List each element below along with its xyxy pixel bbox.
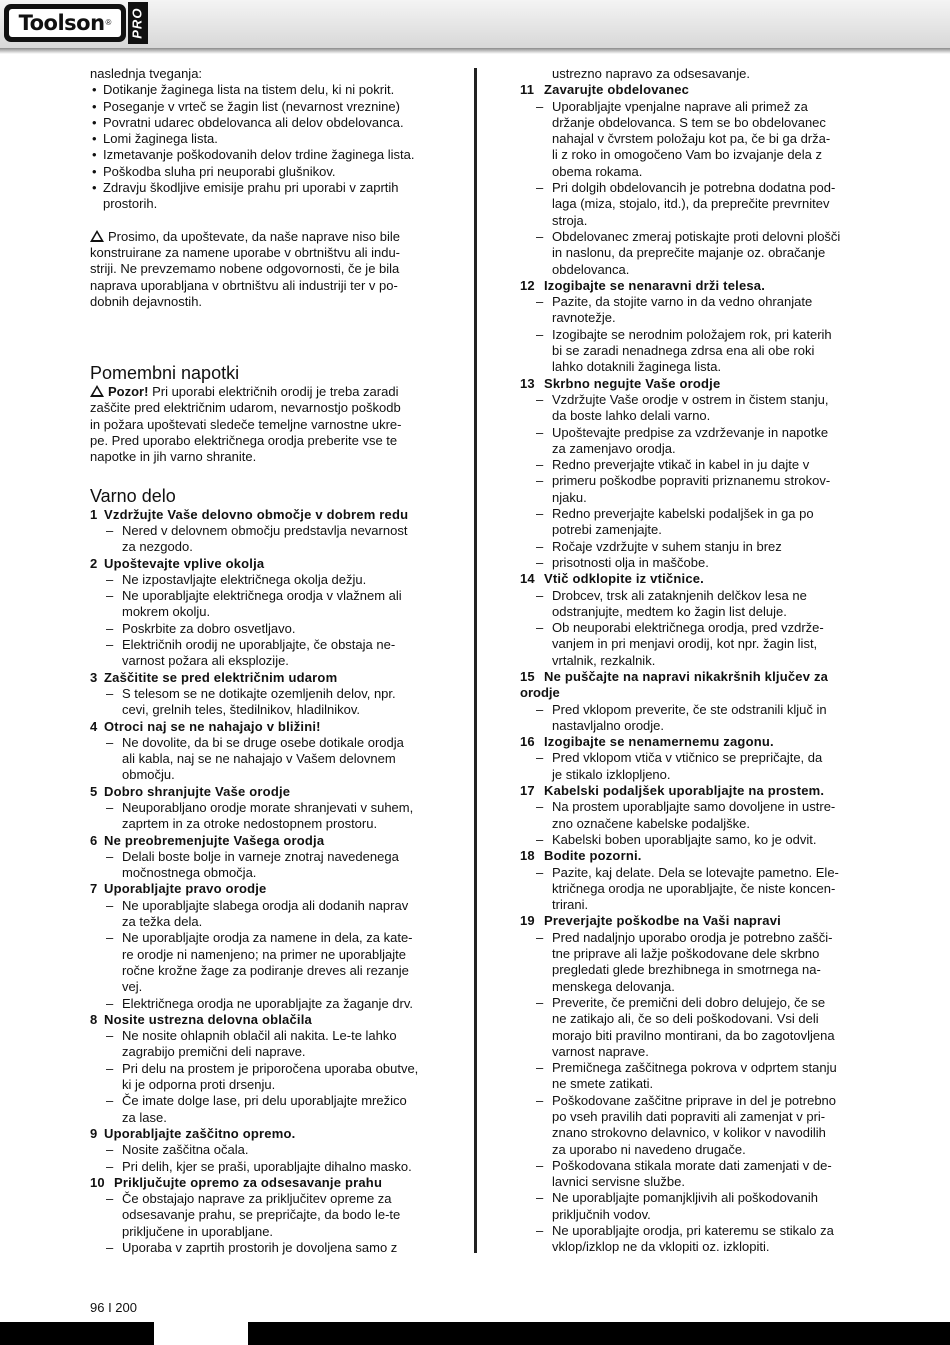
dash-marker: – xyxy=(536,228,544,244)
list-item-text: Ročaje vzdržujte v suhem stanju in brez xyxy=(552,538,782,554)
list-item-text: Ne uporabljajte električnega orodja v vlažnem ali xyxy=(122,588,402,604)
list-item-cont: obema rokama. xyxy=(552,163,643,179)
section-number: 4 xyxy=(90,718,98,734)
pozor-paragraph xyxy=(90,400,430,465)
dash-marker: – xyxy=(536,799,544,815)
list-item xyxy=(520,1190,860,1206)
list-item-text: Drobcev, trsk ali zataknjenih delčkov lesa ne xyxy=(552,587,807,603)
list-item-cont: držanje obdelovanca. S tem se bo obdelovanec xyxy=(552,114,826,130)
section-number: 3 xyxy=(90,669,98,685)
list-item-text: Kabelski boben uporabljajte samo, ko je odvit. xyxy=(552,831,817,847)
list-item xyxy=(520,327,860,343)
bullet-item: prostorih. xyxy=(103,196,158,212)
dash-marker: – xyxy=(536,750,544,766)
section-title: Dobro shranjujte Vaše orodje xyxy=(104,783,291,799)
list-item-text: Uporabljajte vpenjalne naprave ali primež za xyxy=(552,98,808,114)
section-heading xyxy=(520,848,860,864)
list-item xyxy=(520,1093,860,1109)
dash-marker: – xyxy=(536,391,544,407)
section-heading xyxy=(90,507,430,523)
dash-marker: – xyxy=(536,1223,544,1239)
list-item-cont: ročne krožne žage za podiranje dreves ali rezanje xyxy=(122,962,409,978)
list-item xyxy=(520,425,860,441)
list-item xyxy=(520,229,860,245)
dash-marker: – xyxy=(106,1240,114,1255)
bullet-item: • Poškodba sluha pri neuporabi glušnikov. xyxy=(90,164,430,180)
list-item-text: primeru poškodbe popraviti priznanemu strokov- xyxy=(552,473,831,489)
list-item xyxy=(520,995,860,1011)
list-item-text: Ne izpostavljajte električnega okolja dežju. xyxy=(122,571,367,587)
left-column xyxy=(90,66,430,1256)
list-item-text: Pri delih, kjer se praši, uporabljajte dihalno masko. xyxy=(122,1158,412,1174)
list-item-cont: za lase. xyxy=(122,1109,167,1125)
brand-name: Toolson xyxy=(18,10,105,35)
dash-marker: – xyxy=(106,799,114,815)
list-item-cont: menskega delovanja. xyxy=(552,978,675,994)
section-title: Otroci naj se ne nahajajo v bližini! xyxy=(104,718,321,734)
pro-badge xyxy=(128,2,148,44)
dash-marker: – xyxy=(106,685,114,701)
list-item-cont: ravnotežje. xyxy=(552,310,616,326)
dash-marker: – xyxy=(536,1157,544,1173)
list-item-text: Ne dovolite, da bi se druge osebe dotikale orodja xyxy=(122,734,404,750)
list-item xyxy=(90,996,430,1012)
pozor-line: napotke in jih varno shranite. xyxy=(90,449,257,465)
section-number: 11 xyxy=(520,82,535,98)
list-item-cont: za zamenjavo orodja. xyxy=(552,440,676,456)
page-header xyxy=(0,0,950,48)
list-item xyxy=(90,735,430,751)
section-number: 7 xyxy=(90,881,98,897)
list-item-cont: ne smete zatikati. xyxy=(552,1076,654,1092)
section-title: Uporabljajte zaščitno opremo. xyxy=(104,1125,296,1141)
list-item-cont: mokrem okolju. xyxy=(122,604,211,620)
list-item-cont: za težka dela. xyxy=(122,914,203,930)
section-heading xyxy=(520,278,860,294)
section-title: Skrbno negujte Vaše orodje xyxy=(544,375,721,391)
list-item-cont: varnost naprave. xyxy=(552,1043,649,1059)
pozor-label: Pozor! xyxy=(108,384,149,400)
section-title: Priključujte opremo za odsesavanje prahu xyxy=(114,1174,383,1190)
bullet-item: • Poseganje v vrteč se žagin list (nevarnost vreznine) xyxy=(90,99,430,115)
registered-mark: ® xyxy=(105,17,112,27)
list-item-cont: laga (miza, stojalo, itd.), da preprečite prevrnitev xyxy=(552,196,830,212)
dash-marker: – xyxy=(106,1060,114,1076)
section-title: Izogibajte se nenaravni drži telesa. xyxy=(544,277,766,293)
list-item-text: Poškodovane zaščitne priprave in del je potrebno xyxy=(552,1092,837,1108)
list-item-text: Pred vklopom preverite, če ste odstranili ključ in xyxy=(552,701,827,717)
dash-marker: – xyxy=(536,98,544,114)
section-number: 14 xyxy=(520,571,535,587)
list-item xyxy=(90,1061,430,1077)
section-heading xyxy=(520,913,860,929)
list-item-cont: li z roko in omogočeno Vam bo izvajanje dela z xyxy=(552,147,823,163)
bullet-item: • Zdravju škodljive emisije prahu pri uporabi v zaprtih xyxy=(90,180,430,196)
list-item-text: Ne uporabljajte pomanjkljivih ali poškodovanih xyxy=(552,1190,818,1206)
toolson-logo xyxy=(4,4,126,42)
list-item-text: Pred vklopom vtiča v vtičnico se prepričajte, da xyxy=(552,750,823,766)
list-item-cont: varnost požara ali eksplozije. xyxy=(122,653,289,669)
section-title: Ne puščajte na napravi nikakršnih ključev za xyxy=(544,668,829,684)
dash-marker: – xyxy=(106,848,114,864)
dash-marker: – xyxy=(536,587,544,603)
dash-marker: – xyxy=(106,620,114,636)
dash-marker: – xyxy=(536,554,544,570)
list-item-cont: da boste lahko delali varno. xyxy=(552,408,711,424)
list-item-text: Vzdržujte Vaše orodje v ostrem in čistem stanju, xyxy=(552,391,829,407)
list-item-text: Nosite zaščitna očala. xyxy=(122,1142,249,1158)
section-title: Upoštevajte vplive okolja xyxy=(104,555,265,571)
list-item-cont: stroja. xyxy=(552,212,588,228)
list-item-cont: ki je odporna proti drsenju. xyxy=(122,1077,276,1093)
notice-line: naprava uporabljana v obrtništvu ali industriji ter v po- xyxy=(90,277,398,293)
column-divider xyxy=(474,68,477,1253)
list-item xyxy=(520,457,860,473)
section-heading xyxy=(90,1126,430,1142)
page-number: 96 I 200 xyxy=(90,1300,137,1315)
list-item-cont: vrtalnik, rezkalnik. xyxy=(552,652,656,668)
list-item xyxy=(520,180,860,196)
list-item xyxy=(520,930,860,946)
dash-marker: – xyxy=(536,538,544,554)
bullet-item: • Izmetavanje poškodovanih delov trdine žaginega lista. xyxy=(90,147,430,163)
dash-marker: – xyxy=(106,897,114,913)
list-item-text: Električnega orodja ne uporabljajte za žaganje drv. xyxy=(122,995,413,1011)
list-item-cont: ktričnega orodja ne uporabljajte, če niste koncen- xyxy=(552,880,836,896)
section-number: 19 xyxy=(520,913,535,929)
section-number: 12 xyxy=(520,277,535,293)
list-item-cont: njaku. xyxy=(552,489,587,505)
section-title: Bodite pozorni. xyxy=(544,848,642,864)
dash-marker: – xyxy=(536,1190,544,1206)
dash-marker: – xyxy=(536,929,544,945)
list-item-cont: morajo biti pravilno montirani, da bo zagotovljena xyxy=(552,1027,835,1043)
section-number: 17 xyxy=(520,783,535,799)
list-item-cont: znano strokovno delavnico, v kolikor v navodilih xyxy=(552,1125,826,1141)
list-item xyxy=(520,506,860,522)
list-item-cont: ne zatikajo ali, če so deli poškodovani. Vsi deli xyxy=(552,1011,819,1027)
notice-line: dobnih dejavnostih. xyxy=(90,293,203,309)
list-item-text: Pazite, kaj delate. Dela se lotevajte pametno. Ele- xyxy=(552,864,839,880)
list-item xyxy=(520,1158,860,1174)
section-heading xyxy=(520,82,860,98)
list-item xyxy=(90,523,430,539)
pro-label: PRO xyxy=(129,7,145,39)
dash-marker: – xyxy=(106,734,114,750)
list-item-cont: priključene in uporabljane. xyxy=(122,1223,274,1239)
notice-line: striji. Ne prevzemamo nobene odgovornosti, če je bila xyxy=(90,261,400,277)
footer-bar-left xyxy=(0,1322,154,1345)
warning-icon xyxy=(90,230,104,242)
dash-marker: – xyxy=(536,180,544,196)
list-item xyxy=(90,800,430,816)
list-item xyxy=(520,539,860,555)
list-item xyxy=(90,572,430,588)
list-item-text: Ne uporabljajte slabega orodja ali dodanih naprav xyxy=(122,897,409,913)
dash-marker: – xyxy=(106,1191,114,1207)
list-item xyxy=(520,294,860,310)
dash-marker: – xyxy=(536,326,544,342)
section-heading-cont: orodje xyxy=(520,685,560,701)
section-number: 13 xyxy=(520,375,535,391)
list-item xyxy=(90,930,430,946)
dash-marker: – xyxy=(536,831,544,847)
section-heading xyxy=(520,571,860,587)
list-item-text: Na prostem uporabljajte samo dovoljene in ustre- xyxy=(552,799,836,815)
dash-marker: – xyxy=(536,864,544,880)
section-number: 9 xyxy=(90,1125,98,1141)
list-item xyxy=(90,1159,430,1175)
section-title-pomembni: Pomembni napotki xyxy=(90,363,240,384)
bullet-item: • Dotikanje žaginega lista na tistem delu, ki ni pokrit. xyxy=(90,82,430,98)
dash-marker: – xyxy=(106,1158,114,1174)
section-number: 2 xyxy=(90,555,98,571)
list-item-text: Neuporabljano orodje morate shranjevati v suhem, xyxy=(122,799,414,815)
list-item-cont: nahajal v čvrstem položaju kot pa, če bi ga drža- xyxy=(552,131,831,147)
section-title: Zaščitite se pred električnim udarom xyxy=(104,669,338,685)
section-number: 8 xyxy=(90,1011,98,1027)
section-heading xyxy=(520,734,860,750)
list-item xyxy=(90,588,430,604)
dash-marker: – xyxy=(106,522,114,538)
section-title: Preverjajte poškodbe na Vaši napravi xyxy=(544,913,781,929)
list-item-cont: bi se zaradi nenadnega zdrsa ena ali obe roki xyxy=(552,343,815,359)
section-title: Vtič odklopite iz vtičnice. xyxy=(544,571,704,587)
list-item xyxy=(520,1223,860,1239)
list-item-text: Redno preverjajte kabelski podaljšek in ga po xyxy=(552,506,814,522)
list-item-text: Če obstajajo naprave za priključitev opreme za xyxy=(122,1191,392,1207)
section-number: 1 xyxy=(90,506,98,522)
list-item xyxy=(90,621,430,637)
section-heading xyxy=(90,833,430,849)
section-number: 6 xyxy=(90,832,98,848)
list-item-cont: in naslonu, da preprečite majanje oz. obračanje xyxy=(552,245,826,261)
list-item-cont: je stikalo izklopljeno. xyxy=(552,766,671,782)
section-heading xyxy=(90,1175,430,1191)
risk-list xyxy=(90,82,430,212)
notice-line: konstruirane za namene uporabe v obrtništvu ali indu- xyxy=(90,244,401,260)
pozor-text: Pri uporabi električnih orodij je treba zaradi xyxy=(148,384,399,400)
list-item-cont: vklop/izklop ne da vklopiti oz. izklopiti. xyxy=(552,1239,770,1255)
section-heading xyxy=(90,881,430,897)
list-item xyxy=(90,1191,430,1207)
list-item-cont: re orodje ni namenjeno; na primer ne uporabljajte xyxy=(122,946,407,962)
section-heading xyxy=(520,376,860,392)
list-item-text: Ne uporabljajte orodja, pri kateremu se stikalo za xyxy=(552,1223,834,1239)
section-heading xyxy=(520,669,860,685)
list-item-text: prisotnosti olja in maščobe. xyxy=(552,554,709,570)
list-item xyxy=(90,686,430,702)
safety-list-right xyxy=(520,82,860,1255)
spacer xyxy=(90,310,430,362)
section-title: Vzdržujte Vaše delovno območje v dobrem redu xyxy=(104,506,409,522)
section-number: 18 xyxy=(520,848,535,864)
list-item-cont: zno označene kabelske podaljške. xyxy=(552,815,751,831)
section-number: 16 xyxy=(520,734,535,750)
list-item-cont: zagrabijo premični deli naprave. xyxy=(122,1044,306,1060)
warning-icon xyxy=(90,385,104,397)
dash-marker: – xyxy=(536,701,544,717)
list-item xyxy=(90,1093,430,1109)
list-item-cont: območju. xyxy=(122,767,175,783)
dash-marker: – xyxy=(536,1092,544,1108)
list-item xyxy=(90,1028,430,1044)
section-title: Uporabljajte pravo orodje xyxy=(104,881,267,897)
footer-bar-right xyxy=(248,1322,950,1345)
dash-marker: – xyxy=(536,473,544,489)
list-item-text: Delali boste bolje in varneje znotraj navedenega xyxy=(122,848,399,864)
pozor-line: pe. Pred uporabo električnega orodja preberite vse te xyxy=(90,433,398,449)
list-item xyxy=(90,1142,430,1158)
section-heading xyxy=(90,670,430,686)
list-item-text: Obdelovanec zmeraj potiskajte proti delovni plošči xyxy=(552,228,841,244)
list-item-cont: trirani. xyxy=(552,897,589,913)
list-item-cont: odstranjujte, medtem ko žagin list deluje. xyxy=(552,603,787,619)
dash-marker: – xyxy=(536,457,544,473)
list-item xyxy=(90,849,430,865)
list-item-cont: nastavljalno orodje. xyxy=(552,717,665,733)
list-item-text: S telesom se ne dotikajte ozemljenih delov, npr. xyxy=(122,685,396,701)
list-item-cont: potrebi zamenjajte. xyxy=(552,522,662,538)
list-item xyxy=(90,637,430,653)
section-number: 10 xyxy=(90,1174,105,1190)
dash-marker: – xyxy=(106,930,114,946)
list-item xyxy=(90,898,430,914)
dash-marker: – xyxy=(106,995,114,1011)
list-item-text: Upoštevajte predpise za vzdrževanje in napotke xyxy=(552,424,829,440)
dash-marker: – xyxy=(106,571,114,587)
section-title: Izogibajte se nenamernemu zagonu. xyxy=(544,734,774,750)
list-item-cont: tne priprave ali lažje poškodovane dele skrbno xyxy=(552,946,820,962)
list-item-text: Pred nadaljnjo uporabo orodja je potrebno zašči- xyxy=(552,929,833,945)
list-item-cont: lahko dotaknili žaginega lista. xyxy=(552,359,722,375)
list-item-text: Ne nosite ohlapnih oblačil ali nakita. Le-te lahko xyxy=(122,1028,397,1044)
list-item-cont: lavnici servisne službe. xyxy=(552,1174,685,1190)
section-title-varno: Varno delo xyxy=(90,485,176,506)
list-item xyxy=(520,473,860,489)
list-item-text: Električnih orodij ne uporabljajte, če obstaja ne- xyxy=(122,637,396,653)
section-title: Nosite ustrezna delovna oblačila xyxy=(104,1011,312,1027)
list-item-text: Ob neuporabi električnega orodja, pred vzdrže- xyxy=(552,620,824,636)
list-item-cont: priključnih vodov. xyxy=(552,1206,651,1222)
list-item xyxy=(520,588,860,604)
pozor-line: zaščite pred električnim udarom, nevarnostjo poškodb xyxy=(90,400,401,416)
list-item xyxy=(90,1240,430,1256)
list-item-text: Uporaba v zaprtih prostorih je dovoljena samo z xyxy=(122,1240,398,1255)
dash-marker: – xyxy=(106,588,114,604)
list-item-text: Redno preverjajte vtikač in kabel in ju dajte v xyxy=(552,457,810,473)
intro-text: naslednja tveganja: xyxy=(90,66,203,81)
spacer xyxy=(90,213,430,229)
notice-text: Prosimo, da upoštevate, da naše naprave niso bile xyxy=(108,228,400,244)
list-item-cont: odsesavanje prahu, se prepričajte, da bodo le-te xyxy=(122,1207,401,1223)
section-number: 5 xyxy=(90,783,98,799)
list-item xyxy=(520,702,860,718)
notice-paragraph xyxy=(90,229,430,310)
list-item xyxy=(520,865,860,881)
list-item-cont: vanjem in pri menjavi orodij, kot npr. žagin list, xyxy=(552,636,818,652)
pozor-line xyxy=(90,384,430,400)
list-item xyxy=(520,392,860,408)
right-column xyxy=(520,66,860,1256)
list-item-text: Pri delu na prostem je priporočena uporaba obutve, xyxy=(122,1060,419,1076)
notice-line xyxy=(90,229,430,245)
list-item xyxy=(520,799,860,815)
dash-marker: – xyxy=(536,424,544,440)
list-item xyxy=(520,620,860,636)
list-item-text: Preverite, če premični deli dobro delujejo, če se xyxy=(552,994,826,1010)
list-item xyxy=(520,832,860,848)
dash-marker: – xyxy=(536,1060,544,1076)
list-item-cont: ali kabla, naj se ne nahajajo v Vašem delovnem xyxy=(122,751,396,767)
list-item-text: Če imate dolge lase, pri delu uporabljajte mrežico xyxy=(122,1093,407,1109)
list-item-cont: za uporabo ni navedeno drugače. xyxy=(552,1141,746,1157)
list-item-text: Poškodovana stikala morate dati zamenjati v de- xyxy=(552,1157,832,1173)
header-shadow xyxy=(0,48,950,54)
section-title: Zavarujte obdelovanec xyxy=(544,82,690,98)
dash-marker: – xyxy=(106,1028,114,1044)
list-item xyxy=(520,99,860,115)
section-heading xyxy=(90,784,430,800)
list-item-cont: po vseh pravilih dati popraviti ali zamenjat v pri- xyxy=(552,1109,826,1124)
list-item xyxy=(520,1060,860,1076)
section-heading xyxy=(90,719,430,735)
continued-line: ustrezno napravo za odsesavanje. xyxy=(552,66,751,81)
dash-marker: – xyxy=(106,637,114,653)
section-heading xyxy=(520,783,860,799)
spacer xyxy=(90,466,430,485)
dash-marker: – xyxy=(536,506,544,522)
section-heading xyxy=(90,1012,430,1028)
dash-marker: – xyxy=(536,294,544,310)
list-item-text: Ne uporabljajte orodja za namene in dela, za kate- xyxy=(122,930,413,946)
safety-list-left xyxy=(90,507,430,1257)
section-title: Ne preobremenjujte Vašega orodja xyxy=(104,832,325,848)
list-item-cont: za nezgodo. xyxy=(122,539,193,555)
dash-marker: – xyxy=(106,1142,114,1158)
list-item-text: Pazite, da stojite varno in da vedno ohranjate xyxy=(552,294,813,310)
dash-marker: – xyxy=(536,994,544,1010)
section-title: Kabelski podaljšek uporabljajte na prostem. xyxy=(544,783,825,799)
section-number: 15 xyxy=(520,668,535,684)
list-item-cont: vej. xyxy=(122,979,143,995)
section-heading xyxy=(90,556,430,572)
list-item xyxy=(520,750,860,766)
list-item-text: Pri dolgih obdelovancih je potrebna dodatna pod- xyxy=(552,180,836,196)
list-item-cont: obdelovanca. xyxy=(552,261,630,277)
list-item-cont: močnostnega območja. xyxy=(122,865,257,881)
bullet-item: • Povratni udarec obdelovanca ali delov obdelovanca. xyxy=(90,115,430,131)
list-item-text: Poskrbite za dobro osvetljavo. xyxy=(122,620,296,636)
list-item-cont: cevi, grelnih teles, štedilnikov, hladilnikov. xyxy=(122,702,360,718)
dash-marker: – xyxy=(536,620,544,636)
list-item-text: Nered v delovnem območju predstavlja nevarnost xyxy=(122,522,408,538)
list-item-text: Izogibajte se nerodnim položajem rok, pri katerih xyxy=(552,326,832,342)
pozor-line: in požara upoštevati sledeče temeljne varnostne ukre- xyxy=(90,416,402,432)
list-item xyxy=(520,555,860,571)
list-item-cont: zaprtem in za otroke nedostopnem prostoru. xyxy=(122,816,378,832)
bullet-item: • Lomi žaginega lista. xyxy=(90,131,430,147)
dash-marker: – xyxy=(106,1093,114,1109)
list-item-cont: pregledati glede brezhibnega in smotrnega na- xyxy=(552,962,821,978)
list-item-text: Premičnega zaščitnega pokrova v odprtem stanju xyxy=(552,1060,837,1076)
